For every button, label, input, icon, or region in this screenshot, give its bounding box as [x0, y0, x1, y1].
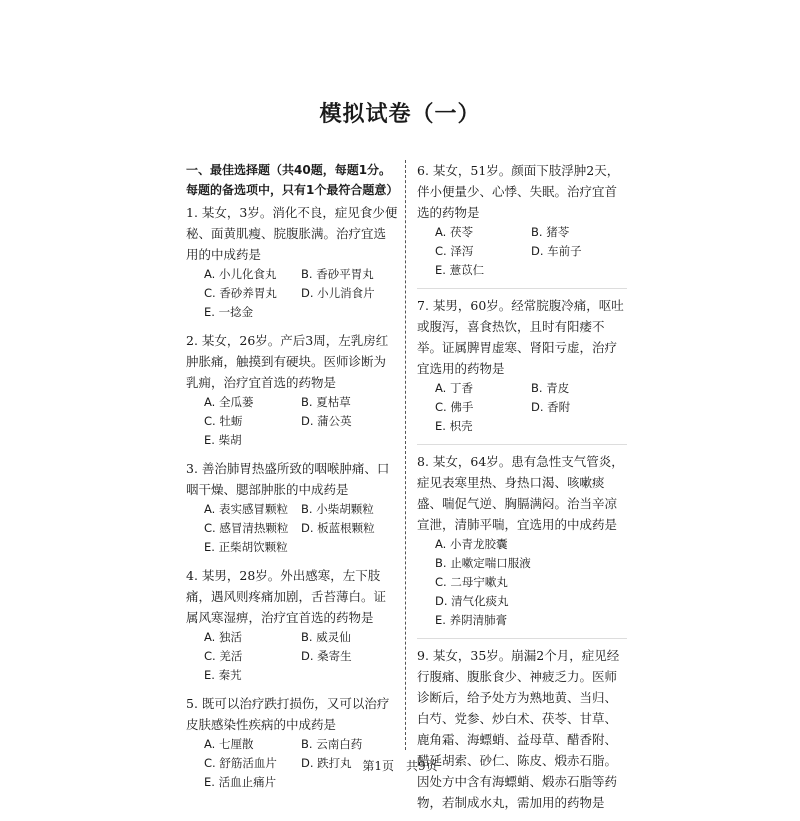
question-9	[417, 645, 627, 813]
option-e[interactable]: E. 正柴胡饮颗粒	[204, 540, 288, 554]
left-column	[186, 160, 398, 800]
question-stem: 7. 某男，60岁。经常脘腹冷痛，呕吐或腹泻，喜食热饮，且时有阳痿不举。证属脾胃虚寒、肾阳亏虚，治疗宜选用的药物是	[417, 298, 624, 376]
option-a[interactable]: A. 茯苓	[435, 225, 473, 239]
question-separator	[417, 638, 627, 639]
option-list	[186, 500, 398, 557]
option-c[interactable]: C. 感冒清热颗粒	[204, 521, 289, 535]
option-b[interactable]: B. 小柴胡颗粒	[301, 502, 374, 516]
option-b[interactable]: B. 香砂平胃丸	[301, 267, 374, 281]
option-e[interactable]: E. 养阴清肺膏	[435, 613, 508, 627]
question-separator	[417, 288, 627, 289]
column-divider	[405, 160, 406, 750]
page-title: 模拟试卷（一）	[319, 102, 481, 127]
option-b[interactable]: B. 青皮	[531, 381, 570, 395]
option-b[interactable]: B. 威灵仙	[301, 630, 351, 644]
option-a[interactable]: A. 丁香	[435, 381, 473, 395]
option-e[interactable]: E. 枳壳	[435, 419, 473, 433]
page-footer: 第1页 共9页	[362, 759, 438, 773]
option-list	[417, 379, 627, 436]
option-list	[417, 535, 627, 630]
question-7	[417, 295, 627, 436]
question-3	[186, 458, 398, 557]
question-stem: 9. 某女，35岁。崩漏2个月，症见经行腹痛、腹胀食少、神疲乏力。医师诊断后，给予处方为熟地黄、当归、白芍、党参、炒白术、茯苓、甘草、鹿角霜、海螵蛸、益母草、醋香附、醋延胡索、砂仁、陈皮、煅赤石脂。因处方中含有海螵蛸、煅赤石脂等药物，若制成水丸，需加用的药物是	[417, 648, 620, 810]
option-b[interactable]: B. 猪苓	[531, 225, 570, 239]
question-6	[417, 160, 627, 280]
option-b[interactable]: B. 止嗽定喘口服液	[435, 556, 531, 570]
question-2	[186, 330, 398, 450]
question-separator	[417, 444, 627, 445]
option-d[interactable]: D. 香附	[531, 400, 571, 414]
question-1	[186, 202, 398, 322]
option-list	[186, 628, 398, 685]
option-a[interactable]: A. 全瓜蒌	[204, 395, 254, 409]
section-header: 一、最佳选择题（共40题，每题1分。每题的备选项中，只有1个最符合题意）	[186, 163, 399, 197]
option-a[interactable]: A. 表实感冒颗粒	[204, 502, 288, 516]
question-8	[417, 451, 627, 630]
option-c[interactable]: C. 香砂养胃丸	[204, 286, 277, 300]
option-d[interactable]: D. 跌打丸	[301, 756, 352, 770]
question-stem: 3. 善治肺胃热盛所致的咽喉肿痛、口咽干燥、腮部肿胀的中成药是	[186, 461, 390, 497]
option-c[interactable]: C. 牡蛎	[204, 414, 243, 428]
option-a[interactable]: A. 小儿化食丸	[204, 267, 277, 281]
option-c[interactable]: C. 羌活	[204, 649, 243, 663]
question-stem: 6. 某女，51岁。颜面下肢浮肿2天，伴小便量少、心悸、失眠。治疗宜首选的药物是	[417, 163, 620, 220]
question-4	[186, 565, 398, 685]
option-c[interactable]: C. 泽泻	[435, 244, 474, 258]
option-d[interactable]: D. 清气化痰丸	[435, 594, 509, 608]
option-d[interactable]: D. 车前子	[531, 244, 582, 258]
option-e[interactable]: E. 柴胡	[204, 433, 242, 447]
option-list	[417, 223, 627, 280]
question-stem: 8. 某女，64岁。患有急性支气管炎，症见表寒里热、身热口渴、咳嗽痰盛、喘促气逆、胸膈满闷。治当辛凉宣泄，清肺平喘，宜选用的中成药是	[417, 454, 624, 532]
question-5	[186, 693, 398, 792]
option-a[interactable]: A. 小青龙胶囊	[435, 537, 508, 551]
question-stem: 1. 某女，3岁。消化不良，症见食少便秘、面黄肌瘦、脘腹胀满。治疗宜选用的中成药是	[186, 205, 398, 262]
option-b[interactable]: B. 云南白药	[301, 737, 363, 751]
option-c[interactable]: C. 舒筋活血片	[204, 756, 277, 770]
option-d[interactable]: D. 小儿消食片	[301, 286, 375, 300]
option-d[interactable]: D. 板蓝根颗粒	[301, 521, 375, 535]
option-d[interactable]: D. 桑寄生	[301, 649, 352, 663]
option-a[interactable]: A. 独活	[204, 630, 242, 644]
option-list	[186, 393, 398, 450]
option-d[interactable]: D. 蒲公英	[301, 414, 352, 428]
option-a[interactable]: A. 七厘散	[204, 737, 254, 751]
option-e[interactable]: E. 秦艽	[204, 668, 242, 682]
option-c[interactable]: C. 二母宁嗽丸	[435, 575, 508, 589]
question-stem: 5. 既可以治疗跌打损伤，又可以治疗皮肤感染性疾病的中成药是	[186, 696, 390, 732]
right-column	[417, 160, 627, 821]
option-e[interactable]: E. 一捻金	[204, 305, 254, 319]
question-stem: 4. 某男，28岁。外出感寒，左下肢痛，遇风则疼痛加剧，舌苔薄白。证属风寒湿痹，治疗宜首选的药物是	[186, 568, 387, 625]
option-c[interactable]: C. 佛手	[435, 400, 474, 414]
option-e[interactable]: E. 薏苡仁	[435, 263, 485, 277]
option-e[interactable]: E. 活血止痛片	[204, 775, 277, 789]
question-stem: 2. 某女，26岁。产后3周，左乳房红肿胀痛，触摸到有硬块。医师诊断为乳痈，治疗宜首选的药物是	[186, 333, 389, 390]
option-list	[186, 265, 398, 322]
option-b[interactable]: B. 夏枯草	[301, 395, 351, 409]
